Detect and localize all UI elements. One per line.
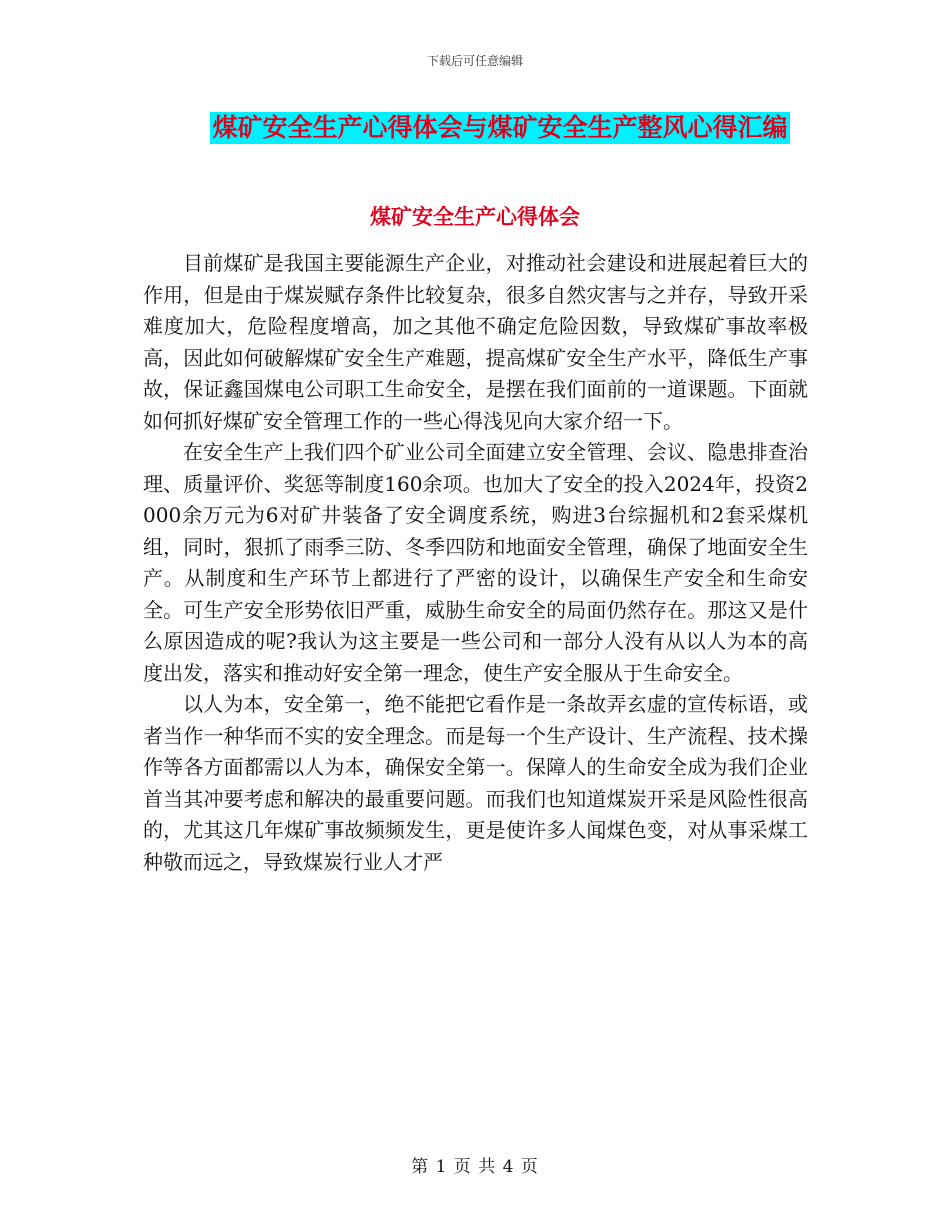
page-header-note: 下载后可任意编辑	[426, 54, 523, 68]
paragraph-3: 以人为本，安全第一，绝不能把它看作是一条故弄玄虚的宣传标语，或者当作一种华而不实的安全理念。而是每一个生产设计、生产流程、技术操作等各方面都需以人为本，确保安全第一。保障人的生命安全成为我们企业首当其冲要考虑和解决的最重要问题。而我们也知道煤炭开采是风险性很高的，尤其这几年煤矿事故频频发生，更是使许多人闻煤色变，对从事采煤工种敬而远之，导致煤炭行业人才严	[143, 692, 808, 874]
document-body	[143, 248, 808, 878]
paragraph-2: 在安全生产上我们四个矿业公司全面建立安全管理、会议、隐患排查治理、质量评价、奖惩等制度160余项。也加大了安全的投入2024年，投资2000余万元为6对矿井装备了安全调度系统，购进3台综掘机和2套采煤机组，同时，狠抓了雨季三防、冬季四防和地面安全管理，确保了地面安全生产。从制度和生产环节上都进行了严密的设计，以确保生产安全和生命安全。可生产安全形势依旧严重，威胁生命安全的局面仍然存在。那这又是什么原因造成的呢?我认为这主要是一些公司和一部分人没有从以人为本的高度出发，落实和推动好安全第一理念，使生产安全服从于生命安全。	[143, 440, 808, 685]
page-number: 第 1 页 共 4 页	[411, 1157, 539, 1177]
document-title: 煤矿安全生产心得体会与煤矿安全生产整风心得汇编	[212, 113, 788, 142]
section-title: 煤矿安全生产心得体会	[370, 205, 580, 229]
paragraph-1: 目前煤矿是我国主要能源生产企业，对推动社会建设和进展起着巨大的作用，但是由于煤炭赋存条件比较复杂，很多自然灾害与之并存，导致开采难度加大，危险程度增高，加之其他不确定危险因数，导致煤矿事故率极高，因此如何破解煤矿安全生产难题，提高煤矿安全生产水平，降低生产事故，保证鑫国煤电公司职工生命安全，是摆在我们面前的一道课题。下面就如何抓好煤矿安全管理工作的一些心得浅见向大家介绍一下。	[143, 251, 808, 433]
document-title-container	[0, 112, 950, 144]
